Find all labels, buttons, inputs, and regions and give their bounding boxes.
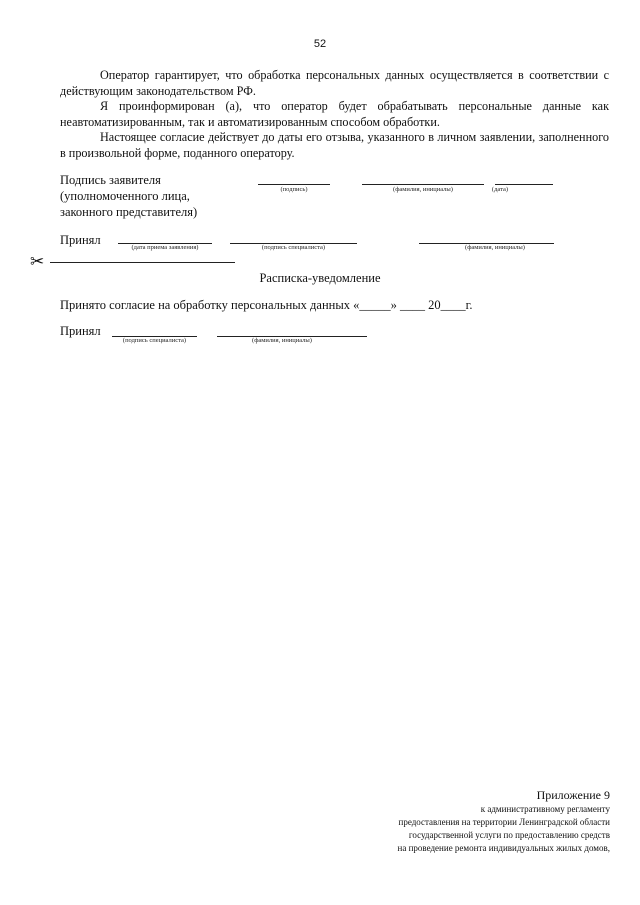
applicant-legal-representative-label: законного представителя) (60, 205, 198, 219)
scissors-icon: ✂ (30, 252, 45, 272)
date-received-hint: (дата приема заявления) (131, 244, 199, 251)
appendix-line: на проведение ремонта индивидуальных жилых домов, (397, 843, 610, 853)
page-number: 52 (313, 38, 327, 50)
receipt-title: Расписка-уведомление (259, 271, 381, 285)
receipt-signature-hint: (подпись специалиста) (122, 337, 187, 344)
date-line (495, 184, 553, 185)
receipt-name-hint: (фамилия, инициалы) (252, 337, 312, 344)
receipt-accepted-label: Принял (60, 324, 101, 338)
appendix-line: государственной услуги по предоставлению средств (408, 830, 610, 840)
paragraph-consent-validity: Настоящее согласие действует до даты его отзыва, указанного в личном заявлении, заполненного в произвольной форме, поданного оператору. (60, 130, 609, 160)
specialist-signature-hint: (подпись специалиста) (261, 244, 326, 251)
appendix-header (398, 788, 610, 855)
applicant-authorized-person-label: (уполномоченного лица, (60, 189, 190, 203)
name-line (362, 184, 484, 185)
paragraph-informed: Я проинформирован (а), что оператор будет обрабатывать персональные данные как неавтоматизированным, так и автоматизированным способом обработки. (60, 99, 609, 129)
appendix-title: Приложение 9 (536, 788, 610, 802)
receipt-statement: Принято согласие на обработку персональных данных «_____» ____ 20____г. (60, 298, 473, 312)
applicant-signature-label: Подпись заявителя (60, 173, 161, 187)
signature-line (258, 184, 330, 185)
date-hint: (дата) (491, 186, 509, 193)
accepted-name-hint: (фамилия, инициалы) (465, 244, 525, 251)
cut-line (50, 262, 235, 263)
paragraph-operator-guarantee: Оператор гарантирует, что обработка персональных данных осуществляется в соответствии с действующим законодательством РФ. (60, 68, 609, 98)
accepted-label: Принял (60, 233, 101, 247)
appendix-line: к административному регламенту (480, 804, 610, 814)
signature-hint: (подпись) (280, 186, 308, 193)
name-hint: (фамилия, инициалы) (393, 186, 453, 193)
appendix-line: предоставления на территории Ленинградской области (398, 817, 610, 827)
